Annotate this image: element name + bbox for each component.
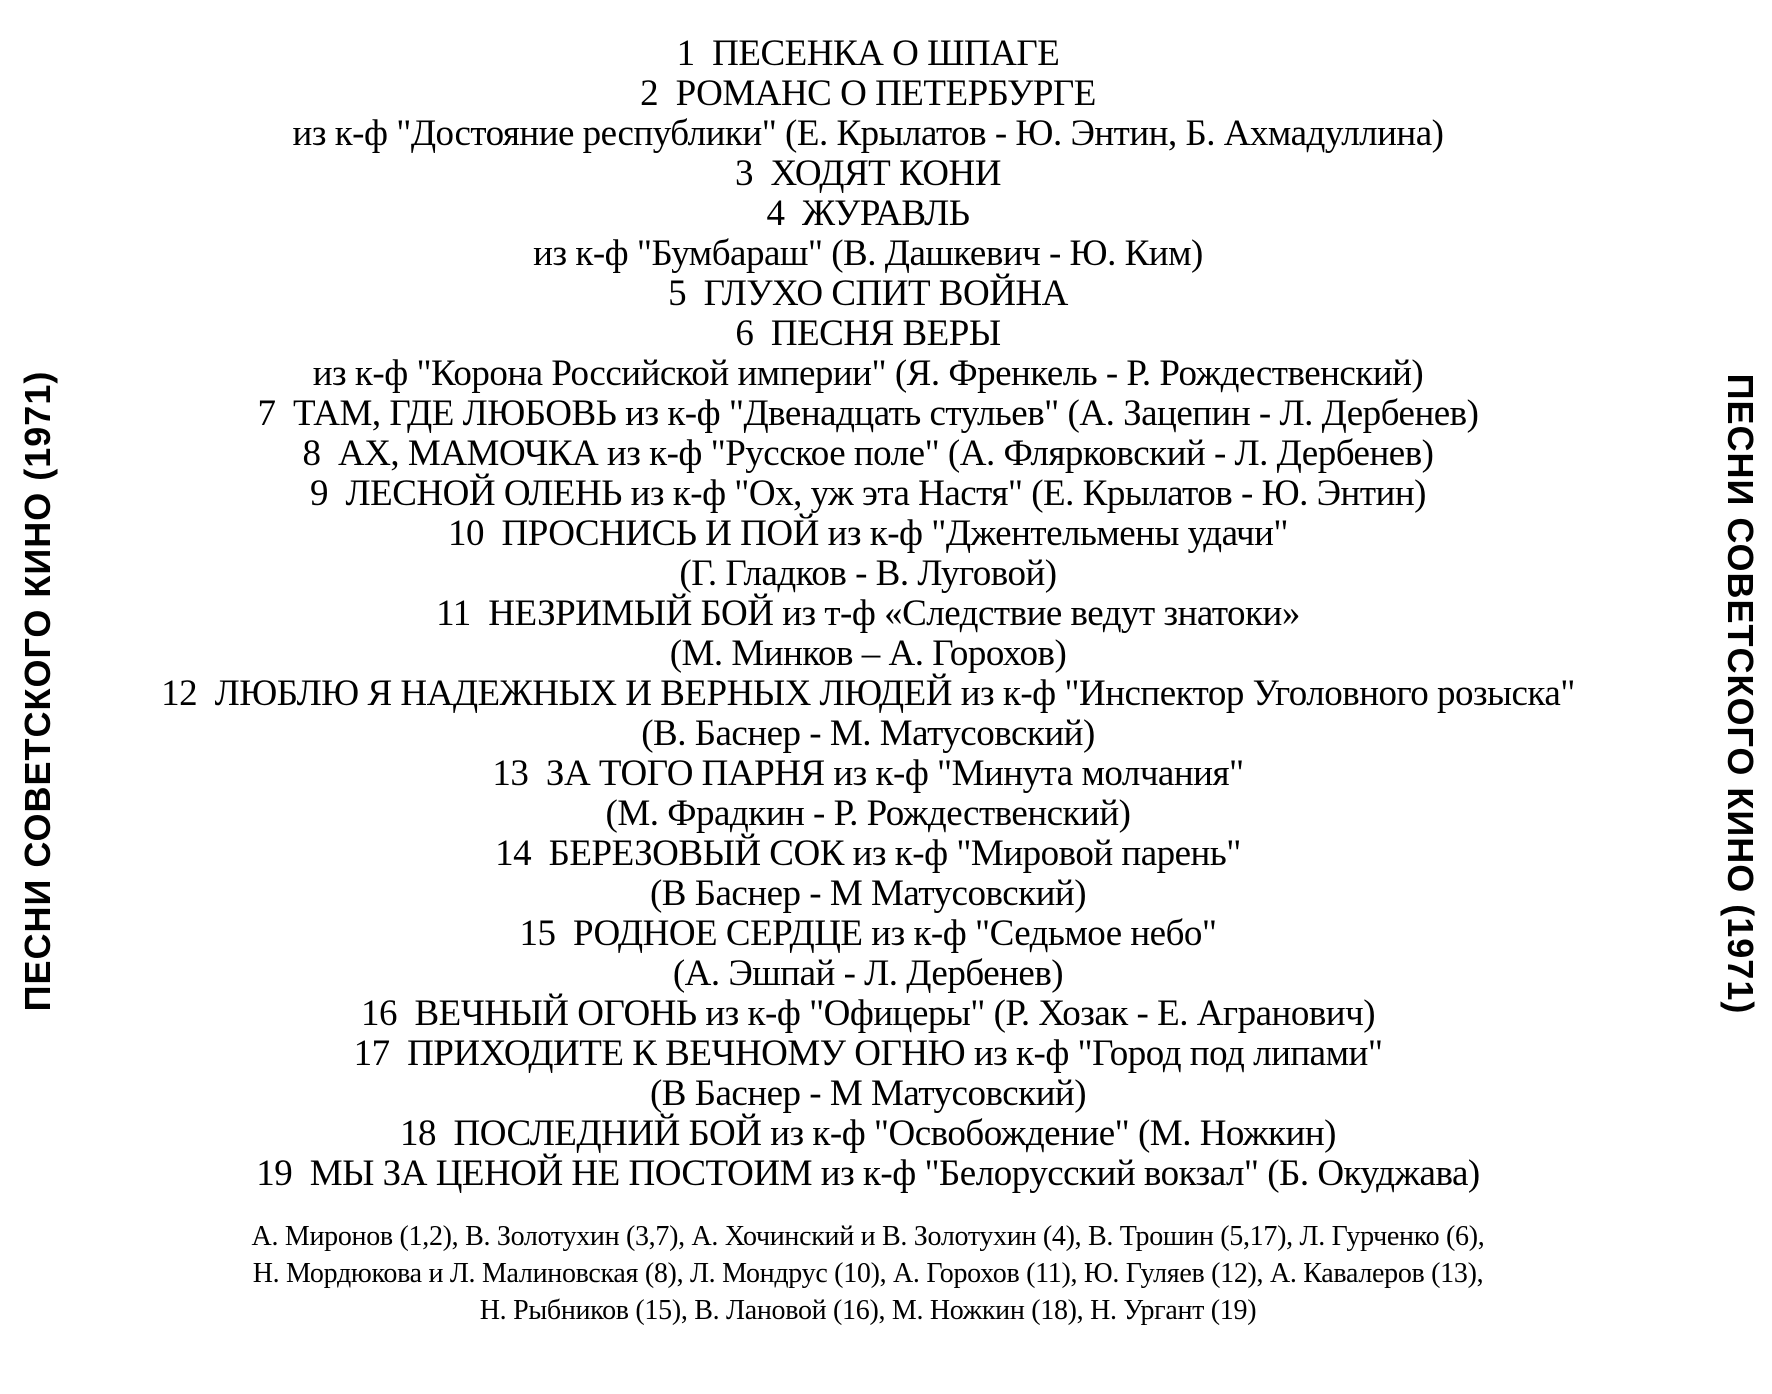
performers-line: А. Миронов (1,2), В. Золотухин (3,7), А. Хочинский и В. Золотухин (4), В. Трошин (5,17), Л. Гурченко (6), [251, 1221, 1485, 1252]
tracklist-line: 7 ТАМ, ГДЕ ЛЮБОВЬ из к-ф "Двенадцать стульев" (А. Зацепин - Л. Дербенев) [257, 393, 1479, 434]
tracklist-credit-line: (М. Фрадкин - Р. Рождественский) [605, 793, 1131, 834]
tracklist-line: 14 БЕРЕЗОВЫЙ СОК из к-ф "Мировой парень" [495, 833, 1241, 874]
tracklist-credit-line: (А. Эшпай - Л. Дербенев) [672, 953, 1064, 994]
tracklist-credit-line: (В. Баснер - М. Матусовский) [641, 713, 1095, 754]
side-title-right: ПЕСНИ СОВЕТСКОГО КИНО (1971) [1720, 373, 1761, 1015]
tracklist-credit-line: из к-ф "Корона Российской империи" (Я. Френкель - Р. Рождественский) [312, 353, 1424, 394]
performers-line: Н. Рыбников (15), В. Лановой (16), М. Ножкин (18), Н. Ургант (19) [479, 1295, 1257, 1326]
tracklist-line: 2 РОМАНС О ПЕТЕРБУРГЕ [640, 73, 1096, 114]
performers-line: Н. Мордюкова и Л. Малиновская (8), Л. Мондрус (10), А. Горохов (11), Ю. Гуляев (12), А. Кавалеров (13), [252, 1258, 1484, 1289]
tracklist-line: 16 ВЕЧНЫЙ ОГОНЬ из к-ф "Офицеры" (Р. Хозак - Е. Агранович) [360, 993, 1376, 1034]
tracklist-line: 18 ПОСЛЕДНИЙ БОЙ из к-ф "Освобождение" (М. Ножкин) [400, 1113, 1336, 1154]
tracklist [0, 34, 1736, 1329]
tracklist-line: 17 ПРИХОДИТЕ К ВЕЧНОМУ ОГНЮ из к-ф "Город под липами" [353, 1033, 1383, 1074]
side-title-left: ПЕСНИ СОВЕТСКОГО КИНО (1971) [17, 370, 58, 1012]
tracklist-line: 13 ЗА ТОГО ПАРНЯ из к-ф "Минута молчания" [492, 753, 1244, 794]
tracklist-line: 5 ГЛУХО СПИТ ВОЙНА [668, 273, 1068, 314]
tracklist-line: 8 АХ, МАМОЧКА из к-ф "Русское поле" (А. Флярковский - Л. Дербенев) [302, 433, 1434, 474]
tracklist-line: 1 ПЕСЕНКА О ШПАГЕ [676, 33, 1060, 74]
tracklist-line: 3 ХОДЯТ КОНИ [735, 153, 1001, 194]
tracklist-line: 11 НЕЗРИМЫЙ БОЙ из т-ф «Следствие ведут знатоки» [436, 593, 1300, 634]
tracklist-line: 6 ПЕСНЯ ВЕРЫ [735, 313, 1001, 354]
tracklist-line: 9 ЛЕСНОЙ ОЛЕНЬ из к-ф "Ох, уж эта Настя" (Е. Крылатов - Ю. Энтин) [310, 473, 1426, 514]
tracklist-credit-line: (М. Минков – А. Горохов) [669, 633, 1067, 674]
tracklist-credit-line: (В Баснер - М Матусовский) [649, 1073, 1087, 1114]
tracklist-credit-line: (В Баснер - М Матусовский) [649, 873, 1087, 914]
tracklist-credit-line: из к-ф "Бумбараш" (В. Дашкевич - Ю. Ким) [533, 233, 1203, 274]
tracklist-line: 15 РОДНОЕ СЕРДЦЕ из к-ф "Седьмое небо" [519, 913, 1217, 954]
tracklist-credit-line: из к-ф "Достояние республики" (Е. Крылатов - Ю. Энтин, Б. Ахмадуллина) [292, 113, 1444, 154]
tracklist-line: 12 ЛЮБЛЮ Я НАДЕЖНЫХ И ВЕРНЫХ ЛЮДЕЙ из к-ф "Инспектор Уголовного розыска" [161, 673, 1575, 714]
tracklist-credit-line: (Г. Гладков - В. Луговой) [679, 553, 1057, 594]
tracklist-line: 10 ПРОСНИСЬ И ПОЙ из к-ф "Джентельмены удачи" [447, 513, 1289, 554]
performers-list [0, 1218, 1736, 1329]
tracklist-line: 19 МЫ ЗА ЦЕНОЙ НЕ ПОСТОИМ из к-ф "Белорусский вокзал" (Б. Окуджава) [256, 1153, 1480, 1194]
tracklist-line: 4 ЖУРАВЛЬ [766, 193, 970, 234]
